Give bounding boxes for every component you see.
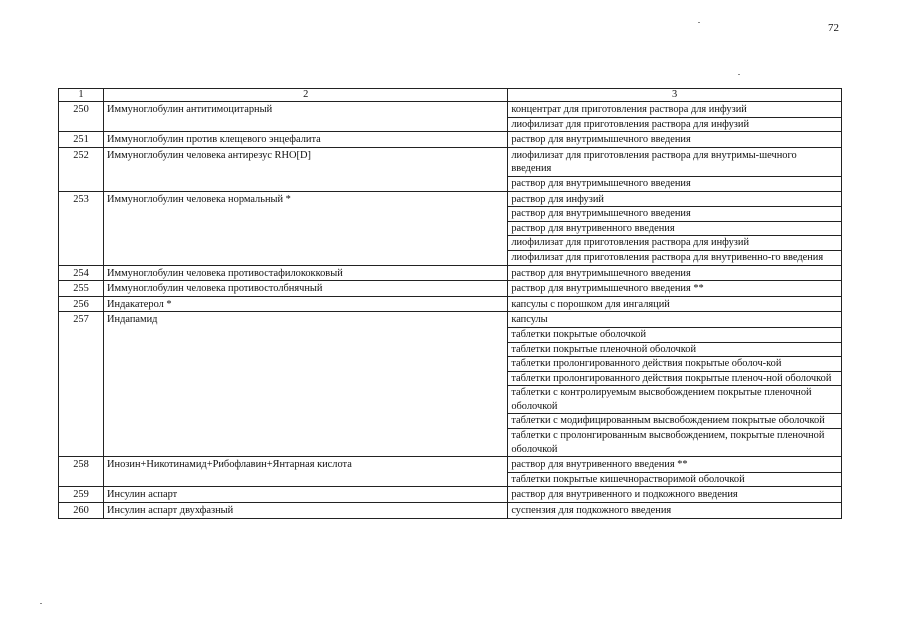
dosage-form: раствор для внутривенного и подкожного введения — [511, 489, 738, 501]
table-row — [59, 457, 842, 487]
dosage-forms-cell — [508, 102, 842, 132]
drug-name: Иммуноглобулин человека антирезус RHO[D] — [104, 147, 508, 191]
drug-forms-table — [58, 88, 842, 519]
row-number: 250 — [59, 102, 104, 132]
drug-name: Инсулин аспарт — [104, 487, 508, 503]
column-header-3: 3 — [508, 89, 842, 102]
column-header-1: 1 — [59, 89, 104, 102]
dosage-forms-cell — [508, 191, 842, 265]
table-row — [59, 102, 842, 132]
row-number: 259 — [59, 487, 104, 503]
row-number: 253 — [59, 191, 104, 265]
dosage-form: раствор для внутримышечного введения — [508, 207, 841, 222]
table-row — [59, 265, 842, 281]
dosage-form: лиофилизат для приготовления раствора для инфузий — [508, 236, 841, 251]
table-row — [59, 487, 842, 503]
dosage-forms-cell — [508, 281, 842, 297]
dosage-forms-cell — [508, 312, 842, 457]
drug-name: Иммуноглобулин человека противостолбнячный — [104, 281, 508, 297]
dosage-form: лиофилизат для приготовления раствора для внутривенно-го введения — [511, 251, 824, 263]
row-number: 255 — [59, 281, 104, 297]
dosage-form: суспензия для подкожного введения — [511, 505, 672, 517]
table-header-row — [59, 89, 842, 102]
dosage-forms-cell — [508, 503, 842, 519]
dosage-forms-cell — [508, 487, 842, 503]
table-row — [59, 296, 842, 312]
dosage-form: таблетки покрытые оболочкой — [508, 328, 841, 343]
dosage-form: раствор для инфузий — [508, 193, 841, 208]
dosage-forms-cell — [508, 147, 842, 191]
drug-name: Иммуноглобулин человека противостафилококковый — [104, 265, 508, 281]
row-number: 257 — [59, 312, 104, 457]
dosage-form: таблетки покрытые кишечнорастворимой оболочкой — [511, 473, 745, 485]
drug-name: Иммуноглобулин антитимоцитарный — [104, 102, 508, 132]
dosage-form: раствор для внутримышечного введения — [511, 177, 691, 189]
dosage-form: раствор для внутримышечного введения — [511, 134, 691, 146]
table-row — [59, 281, 842, 297]
dosage-form: раствор для внутривенного введения — [508, 222, 841, 237]
scan-speck — [698, 22, 700, 23]
dosage-form: лиофилизат для приготовления раствора для внутримы-шечного введения — [508, 149, 841, 177]
row-number: 256 — [59, 296, 104, 312]
row-number: 251 — [59, 132, 104, 148]
dosage-form: таблетки покрытые пленочной оболочкой — [508, 343, 841, 358]
row-number: 260 — [59, 503, 104, 519]
row-number: 258 — [59, 457, 104, 487]
table-row — [59, 147, 842, 191]
dosage-form: раствор для внутримышечного введения ** — [511, 283, 704, 295]
dosage-form: капсулы с порошком для ингаляций — [511, 298, 670, 310]
page-number: 72 — [828, 22, 839, 34]
drug-name: Инозин+Никотинамид+Рибофлавин+Янтарная кислота — [104, 457, 508, 487]
scan-speck — [40, 603, 42, 604]
drug-name: Индакатерол * — [104, 296, 508, 312]
drug-name: Инсулин аспарт двухфазный — [104, 503, 508, 519]
table-row — [59, 132, 842, 148]
dosage-forms-cell — [508, 265, 842, 281]
scan-speck — [738, 74, 740, 75]
drug-name: Иммуноглобулин человека нормальный * — [104, 191, 508, 265]
dosage-form: лиофилизат для приготовления раствора для инфузий — [511, 118, 750, 130]
dosage-forms-cell — [508, 296, 842, 312]
column-header-2: 2 — [104, 89, 508, 102]
dosage-form: таблетки пролонгированного действия покрытые оболоч-кой — [508, 357, 841, 372]
row-number: 252 — [59, 147, 104, 191]
dosage-form: таблетки пролонгированного действия покрытые пленоч-ной оболочкой — [508, 372, 841, 387]
dosage-form: таблетки с пролонгированным высвобождением, покрытые пленочной оболочкой — [511, 430, 825, 455]
drug-name: Индапамид — [104, 312, 508, 457]
dosage-form: раствор для внутримышечного введения — [511, 267, 691, 279]
table-row — [59, 312, 842, 457]
dosage-form: таблетки с модифицированным высвобождением покрытые оболочкой — [508, 414, 841, 429]
dosage-form: капсулы — [508, 313, 841, 328]
dosage-form: концентрат для приготовления раствора для инфузий — [508, 103, 841, 118]
drug-name: Иммуноглобулин против клещевого энцефалита — [104, 132, 508, 148]
dosage-form: таблетки с контролируемым высвобождением покрытые пленочной оболочкой — [508, 386, 841, 414]
dosage-form: раствор для внутривенного введения ** — [508, 458, 841, 473]
table-row — [59, 191, 842, 265]
dosage-forms-cell — [508, 132, 842, 148]
dosage-forms-cell — [508, 457, 842, 487]
table-row — [59, 503, 842, 519]
row-number: 254 — [59, 265, 104, 281]
